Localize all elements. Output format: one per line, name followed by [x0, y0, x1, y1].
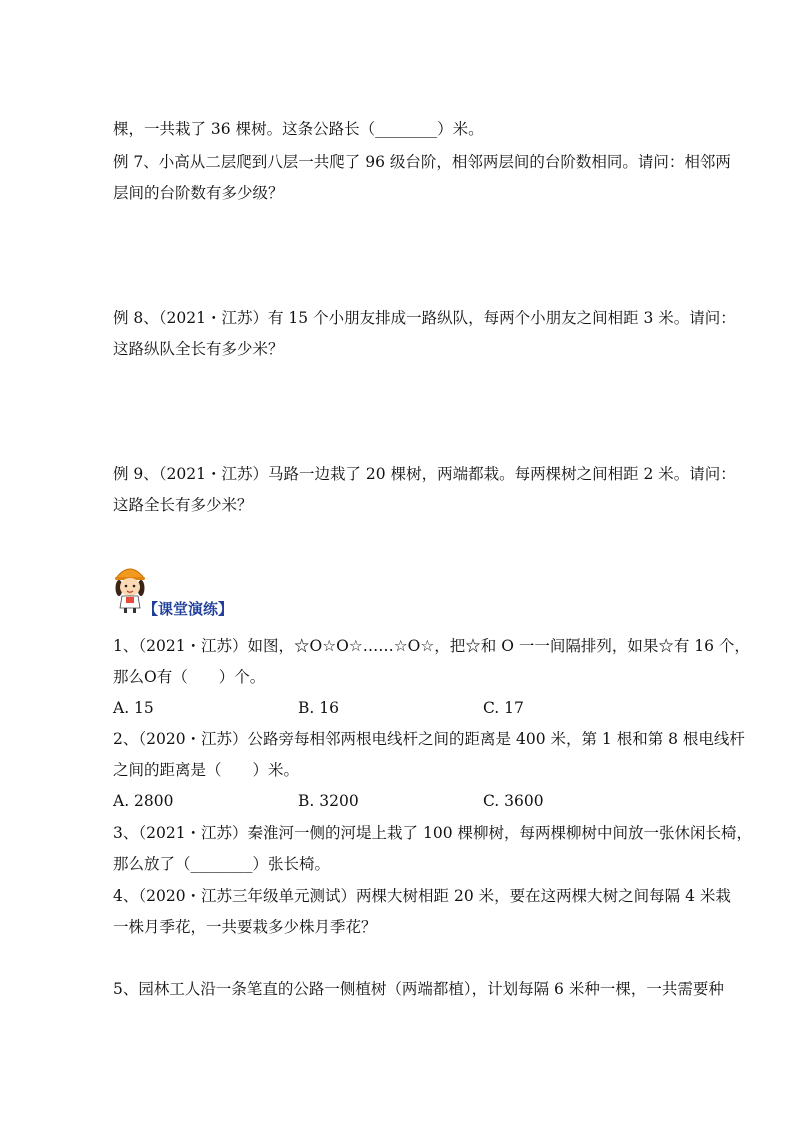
- option-b: B. 3200: [298, 792, 359, 810]
- example-8-line-1: 例 8、（2021・江苏）有 15 个小朋友排成一路纵队，每两个小朋友之间相距 3 米。请问：: [113, 309, 736, 327]
- question-1-line-2: 那么O有（ ）个。: [113, 668, 266, 686]
- option-c: C. 3600: [483, 792, 544, 810]
- option-c: C. 17: [483, 699, 524, 717]
- question-4-line-1: 4、（2020・江苏三年级单元测试）两棵大树相距 20 米，要在这两棵大树之间每隔 4 米栽: [113, 887, 731, 905]
- question-3-line-2: 那么放了（________）张长椅。: [113, 855, 331, 873]
- question-1-line-1: 1、（2021・江苏）如图，☆O☆O☆……☆O☆，把☆和 O 一一间隔排列，如果☆有 16 个，: [113, 637, 750, 655]
- question-4-line-2: 一株月季花，一共要栽多少株月季花？: [113, 918, 377, 936]
- example-7-line-1: 例 7、小高从二层爬到八层一共爬了 96 级台阶，相邻两层间的台阶数相同。请问：相邻两: [113, 153, 731, 171]
- continued-example-line: 棵，一共栽了 36 棵树。这条公路长（________）米。: [113, 120, 484, 138]
- question-3-line-1: 3、（2021・江苏）秦淮河一侧的河堤上栽了 100 棵柳树，每两棵柳树中间放一张休闲长椅，: [113, 824, 752, 842]
- question-2-line-1: 2、（2020・江苏）公路旁每相邻两根电线杆之间的距离是 400 米，第 1 根和第 8 根电线杆: [113, 730, 745, 748]
- option-a: A. 2800: [113, 792, 174, 810]
- question-2-line-2: 之间的距离是（ ）米。: [113, 761, 300, 779]
- cartoon-girl-with-hard-hat-icon: [113, 562, 147, 614]
- option-a: A. 15: [113, 699, 154, 717]
- classroom-practice-header: [113, 562, 313, 622]
- example-9-line-2: 这路全长有多少米？: [113, 496, 253, 514]
- example-9-line-1: 例 9、（2021・江苏）马路一边栽了 20 棵树，两端都栽。每两棵树之间相距 2 米。请问：: [113, 465, 736, 483]
- example-7-line-2: 层间的台阶数有多少级？: [113, 184, 284, 202]
- section-title: 【课堂演练】: [143, 600, 234, 618]
- example-8-line-2: 这路纵队全长有多少米？: [113, 340, 284, 358]
- question-5-line-1: 5、园林工人沿一条笔直的公路一侧植树（两端都植），计划每隔 6 米种一棵，一共需要种: [113, 980, 724, 998]
- option-b: B. 16: [298, 699, 339, 717]
